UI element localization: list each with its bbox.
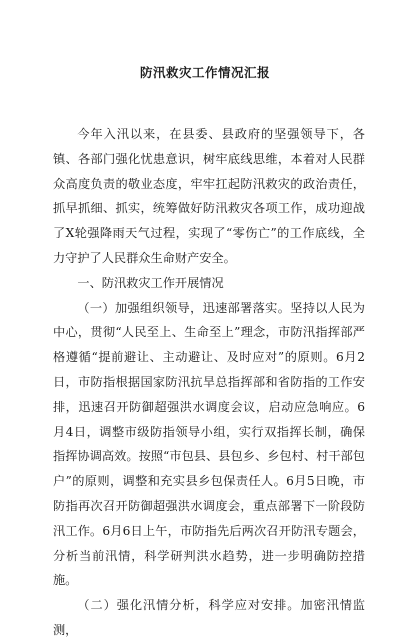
document-title: 防汛救灾工作情况汇报 (139, 65, 270, 80)
document-body (53, 122, 365, 643)
section-heading: 一、防汛救灾工作开展情况 (77, 275, 224, 290)
intro-paragraph: 今年入汛以来，在县委、县政府的坚强领导下，各镇、各部门强化忧患意识，树牢底线思维，本着对人民群众高度负责的敬业态度，牢牢扛起防汛救灾的政治责任，抓早抓细、抓实，统筹做好防汛救灾各项工作，成功迎战了X轮强降雨天气过程，实现了“零伤亡”的工作底线，全力守护了人民群众生命财产安全。 (53, 127, 365, 265)
item-2-paragraph: （二）强化汛情分析，科学应对安排。加密汛情监测， (53, 598, 365, 637)
item-1-paragraph: （一）加强组织领导，迅速部署落实。坚持以人民为中心，贯彻“人民至上、生命至上”理念，市防汛指挥部严格遵循“提前避让、主动避让、及时应对”的原则。6月2日，市防指根据国家防汛抗旱总指挥部和省防指的工作安排，迅速召开防御超强洪水调度会议，启动应急响应。6月4日，调整市级防指领导小组，实行双指挥长制，确保指挥协调高效。按照“市包县、县包乡、乡包村、村干部包户”的原则，调整和充实县乡包保责任人。6月5日晚，市防指再次召开防御超强洪水调度会，重点部署下一阶段防汛工作。6月6日上午，市防指先后两次召开防汛专题会，分析当前汛情，科学研判洪水趋势，进一步明确防控措施。 (53, 300, 365, 588)
